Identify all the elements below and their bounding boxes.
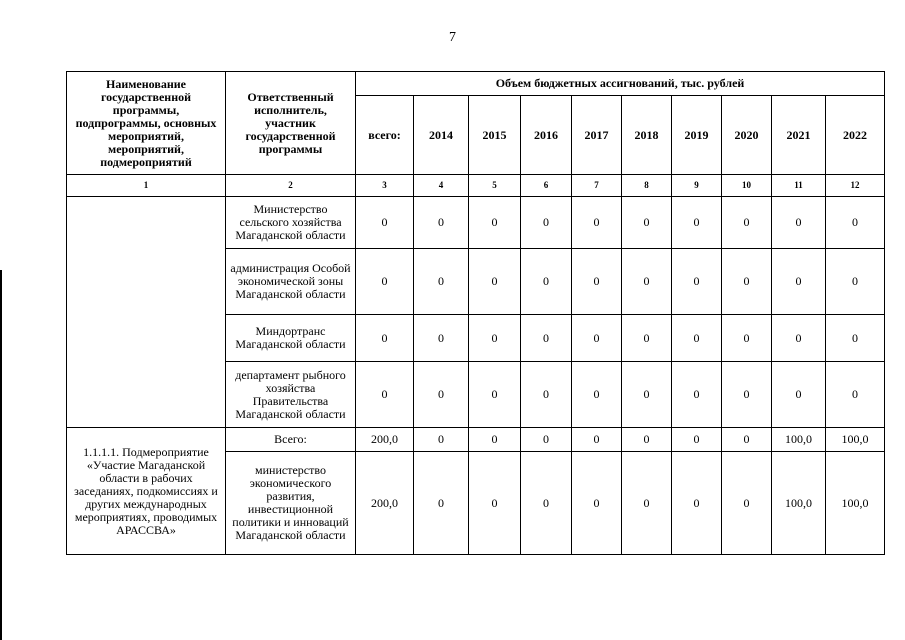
- header-year: 2022: [826, 96, 885, 175]
- value-cell: 0: [722, 249, 772, 315]
- header-budget: Объем бюджетных ассигнований, тыс. рублей: [356, 72, 885, 96]
- value-cell: 0: [622, 428, 672, 452]
- header-name: Наименование государственной программы, подпрограммы, основных мероприятий, мероприятий, подмероприятий: [67, 72, 226, 175]
- value-cell: 0: [722, 452, 772, 555]
- executor-cell: Миндортранс Магаданской области: [226, 315, 356, 362]
- value-cell: 0: [414, 197, 469, 249]
- column-number: 10: [722, 175, 772, 197]
- header-year: 2019: [672, 96, 722, 175]
- value-cell: 0: [622, 452, 672, 555]
- column-number: 2: [226, 175, 356, 197]
- value-cell: 0: [722, 197, 772, 249]
- value-cell: 0: [772, 197, 826, 249]
- value-cell: 0: [622, 315, 672, 362]
- table-row: [67, 428, 885, 452]
- value-cell: 0: [826, 362, 885, 428]
- value-cell: 0: [722, 315, 772, 362]
- value-cell: 0: [572, 452, 622, 555]
- value-cell: 100,0: [826, 428, 885, 452]
- value-cell: 0: [672, 452, 722, 555]
- column-number: 4: [414, 175, 469, 197]
- value-cell: 0: [356, 249, 414, 315]
- value-cell: 0: [772, 249, 826, 315]
- value-cell: 100,0: [772, 428, 826, 452]
- value-cell: 0: [469, 452, 521, 555]
- executor-cell: Министерство сельского хозяйства Магаданской области: [226, 197, 356, 249]
- value-cell: 0: [572, 197, 622, 249]
- value-cell: 0: [622, 197, 672, 249]
- value-cell: 0: [826, 197, 885, 249]
- header-year: 2021: [772, 96, 826, 175]
- scan-edge-line: [0, 270, 2, 640]
- executor-cell: департамент рыбного хозяйства Правительства Магаданской области: [226, 362, 356, 428]
- value-cell: 0: [572, 249, 622, 315]
- value-cell: 100,0: [772, 452, 826, 555]
- header-year: 2018: [622, 96, 672, 175]
- value-cell: 200,0: [356, 428, 414, 452]
- column-number: 11: [772, 175, 826, 197]
- value-cell: 0: [469, 428, 521, 452]
- column-number: 12: [826, 175, 885, 197]
- value-cell: 0: [772, 362, 826, 428]
- header-executor: Ответственный исполнитель, участник государственной программы: [226, 72, 356, 175]
- column-number: 3: [356, 175, 414, 197]
- value-cell: 0: [572, 315, 622, 362]
- page-number: 7: [449, 30, 456, 45]
- header-year: 2015: [469, 96, 521, 175]
- value-cell: 0: [356, 197, 414, 249]
- value-cell: 100,0: [826, 452, 885, 555]
- value-cell: 0: [356, 315, 414, 362]
- value-cell: 0: [722, 428, 772, 452]
- value-cell: 0: [572, 362, 622, 428]
- executor-cell: администрация Особой экономической зоны Магаданской области: [226, 249, 356, 315]
- header-year: 2014: [414, 96, 469, 175]
- value-cell: 0: [572, 428, 622, 452]
- value-cell: 0: [521, 362, 572, 428]
- executor-cell: министерство экономического развития, инвестиционной политики и инноваций Магаданской области: [226, 452, 356, 555]
- subprogram-name-cell: 1.1.1.1. Подмероприятие «Участие Магаданской области в рабочих заседаниях, подкомиссиях и других международных мероприятиях, проводимых АРАССВА»: [67, 428, 226, 555]
- header-year: 2020: [722, 96, 772, 175]
- value-cell: 0: [469, 197, 521, 249]
- column-number: 5: [469, 175, 521, 197]
- value-cell: 0: [672, 197, 722, 249]
- value-cell: 0: [469, 362, 521, 428]
- value-cell: 0: [622, 249, 672, 315]
- budget-table: [66, 71, 885, 555]
- header-year: 2016: [521, 96, 572, 175]
- header-year: 2017: [572, 96, 622, 175]
- value-cell: 0: [414, 362, 469, 428]
- value-cell: 0: [826, 315, 885, 362]
- column-number: 7: [572, 175, 622, 197]
- value-cell: 0: [672, 249, 722, 315]
- value-cell: 0: [826, 249, 885, 315]
- value-cell: 0: [672, 428, 722, 452]
- executor-cell: Всего:: [226, 428, 356, 452]
- value-cell: 0: [521, 452, 572, 555]
- value-cell: 0: [521, 249, 572, 315]
- value-cell: 0: [414, 249, 469, 315]
- value-cell: 0: [414, 452, 469, 555]
- value-cell: 0: [622, 362, 672, 428]
- column-number: 6: [521, 175, 572, 197]
- value-cell: 0: [521, 428, 572, 452]
- value-cell: 0: [414, 315, 469, 362]
- column-number: 9: [672, 175, 722, 197]
- value-cell: 0: [469, 315, 521, 362]
- value-cell: 0: [772, 315, 826, 362]
- value-cell: 0: [414, 428, 469, 452]
- value-cell: 0: [672, 315, 722, 362]
- value-cell: 0: [722, 362, 772, 428]
- column-number: 8: [622, 175, 672, 197]
- value-cell: 0: [469, 249, 521, 315]
- value-cell: 0: [521, 197, 572, 249]
- table-row: [67, 197, 885, 249]
- value-cell: 0: [672, 362, 722, 428]
- value-cell: 0: [521, 315, 572, 362]
- value-cell: 200,0: [356, 452, 414, 555]
- header-total: всего:: [356, 96, 414, 175]
- column-number: 1: [67, 175, 226, 197]
- value-cell: 0: [356, 362, 414, 428]
- program-name-cell: [67, 197, 226, 428]
